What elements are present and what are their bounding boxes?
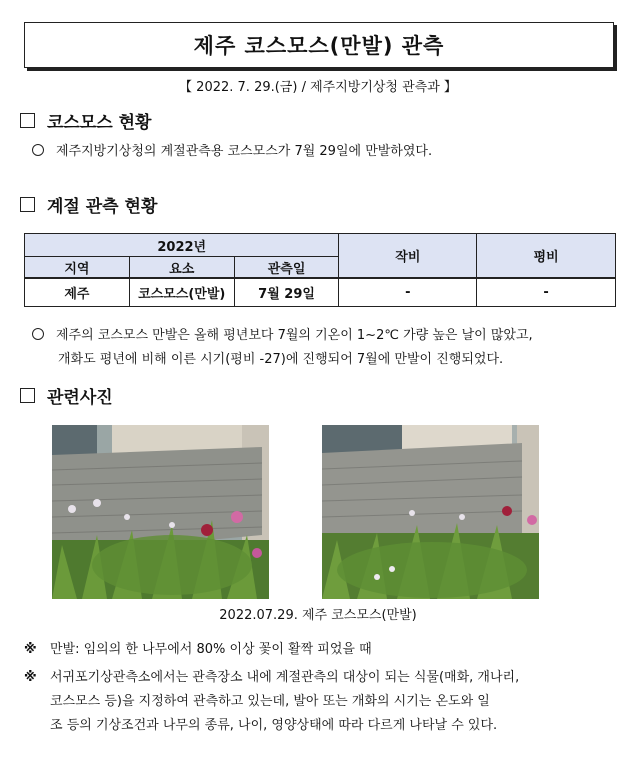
- note-definition: [24, 638, 620, 662]
- element-header: 요소: [129, 257, 234, 279]
- normal-cell: -: [477, 278, 616, 307]
- status-bullet: [32, 141, 432, 163]
- square-bullet-icon: [20, 197, 35, 212]
- observation-table: [24, 233, 616, 307]
- photo-caption: 2022.07.29. 제주 코스모스(만발): [219, 608, 417, 623]
- last-year-cell: -: [339, 278, 477, 307]
- circle-bullet-icon: [32, 144, 44, 156]
- year-header: 2022년: [25, 234, 339, 257]
- note-text: 조 등의 기상조건과 나무의 종류, 나이, 영양상태에 따라 다르게 나타날 수 있다.: [50, 718, 498, 733]
- bullet-text: 제주지방기상청의 계절관측용 코스모스가 7월 29일에 만발하였다.: [56, 144, 433, 159]
- title-box: [24, 22, 614, 68]
- section-heading-status: [20, 108, 151, 133]
- normal-header: 평비: [477, 234, 616, 279]
- page-title: 제주 코스모스(만발) 관측: [193, 34, 445, 58]
- date-header: 관측일: [234, 257, 339, 279]
- section-title: 코스모스 현황: [47, 113, 152, 133]
- reference-mark: ※: [24, 642, 37, 657]
- reference-mark: ※: [24, 670, 37, 685]
- paragraph-line: 제주의 코스모스 만발은 올해 평년보다 7월의 기온이 1~2℃ 가량 높은 날이 많았고,: [56, 328, 533, 343]
- note-text: 코스모스 등)을 지정하여 관측하고 있는데, 발아 또는 개화의 시기는 온도와 일: [50, 694, 490, 709]
- observation-paragraph: [32, 324, 624, 372]
- section-heading-photos: [20, 383, 113, 408]
- paragraph-line: 개화도 평년에 비해 이른 시기(평비 -27)에 진행되어 7월에 만발이 진행되었다.: [58, 352, 504, 367]
- table-row: [25, 278, 616, 307]
- section-heading-observation: [20, 192, 157, 217]
- region-header: 지역: [25, 257, 130, 279]
- square-bullet-icon: [20, 113, 35, 128]
- note-text: 서귀포기상관측소에서는 관측장소 내에 계절관측의 대상이 되는 식물(매화, 개나리,: [50, 670, 520, 685]
- note-text: 만발: 임의의 한 나무에서 80% 이상 꽃이 활짝 피었을 때: [50, 642, 372, 657]
- square-bullet-icon: [20, 388, 35, 403]
- section-title: 관련사진: [47, 388, 113, 408]
- section-title: 계절 관측 현황: [47, 197, 158, 217]
- cosmos-photo-left: [52, 425, 269, 599]
- cosmos-photo-right: [322, 425, 539, 599]
- date-cell: 7월 29일: [234, 278, 339, 307]
- dateline: 【 2022. 7. 29.(금) / 제주지방기상청 관측과 】: [179, 80, 457, 95]
- element-cell: 코스모스(만발): [129, 278, 234, 307]
- last-year-header: 작비: [339, 234, 477, 279]
- circle-bullet-icon: [32, 328, 44, 340]
- note-observation: [24, 666, 620, 738]
- region-cell: 제주: [25, 278, 130, 307]
